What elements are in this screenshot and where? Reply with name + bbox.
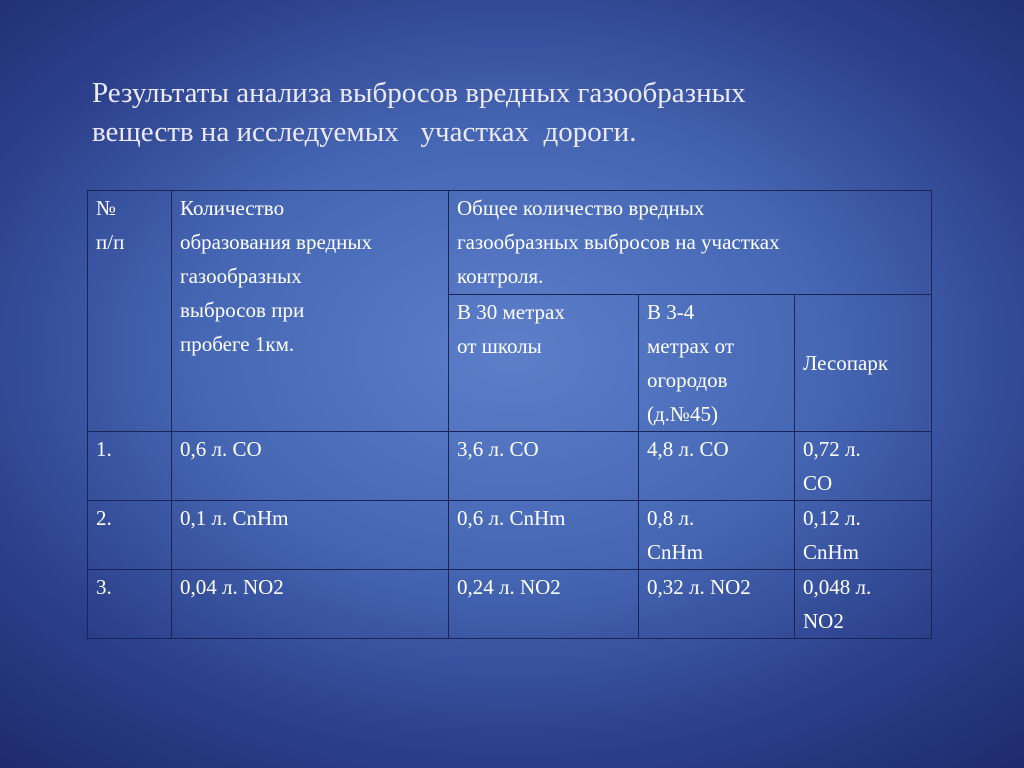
- school-cell: 0,24 л. NO2: [449, 570, 639, 639]
- header-forest-cell: Лесопарк: [795, 295, 932, 432]
- header-number-cell: № п/п: [88, 191, 172, 432]
- per-km-cell: 0,04 л. NO2: [172, 570, 449, 639]
- per-km-cell: 0,6 л. CO: [172, 432, 449, 501]
- slide-title: [92, 74, 952, 152]
- table-row: [88, 432, 932, 501]
- table-row: [88, 501, 932, 570]
- forest-cell: 0,048 л. NO2: [795, 570, 932, 639]
- slide-title-line-1: Результаты анализа выбросов вредных газообразных: [92, 77, 746, 109]
- emissions-table: [87, 190, 932, 639]
- per-km-cell: 0,1 л. CnHm: [172, 501, 449, 570]
- row-number-cell: 1.: [88, 432, 172, 501]
- table-row: [88, 570, 932, 639]
- header-school-cell: В 30 метрах от школы: [449, 295, 639, 432]
- row-number-cell: 3.: [88, 570, 172, 639]
- forest-cell: 0,12 л. CnHm: [795, 501, 932, 570]
- gardens-cell: 0,32 л. NO2: [639, 570, 795, 639]
- gardens-cell: 4,8 л. CO: [639, 432, 795, 501]
- forest-cell: 0,72 л. CO: [795, 432, 932, 501]
- school-cell: 3,6 л. CO: [449, 432, 639, 501]
- table-header-row: [88, 191, 932, 295]
- slide-title-line-2: веществ на исследуемых участках дороги.: [92, 116, 637, 148]
- gardens-cell: 0,8 л. CnHm: [639, 501, 795, 570]
- school-cell: 0,6 л. CnHm: [449, 501, 639, 570]
- header-gardens-cell: В 3-4 метрах от огородов (д.№45): [639, 295, 795, 432]
- row-number-cell: 2.: [88, 501, 172, 570]
- header-per-km-cell: Количество образования вредных газообразных выбросов при пробеге 1км.: [172, 191, 449, 432]
- header-total-cell: Общее количество вредных газообразных выбросов на участках контроля.: [449, 191, 932, 295]
